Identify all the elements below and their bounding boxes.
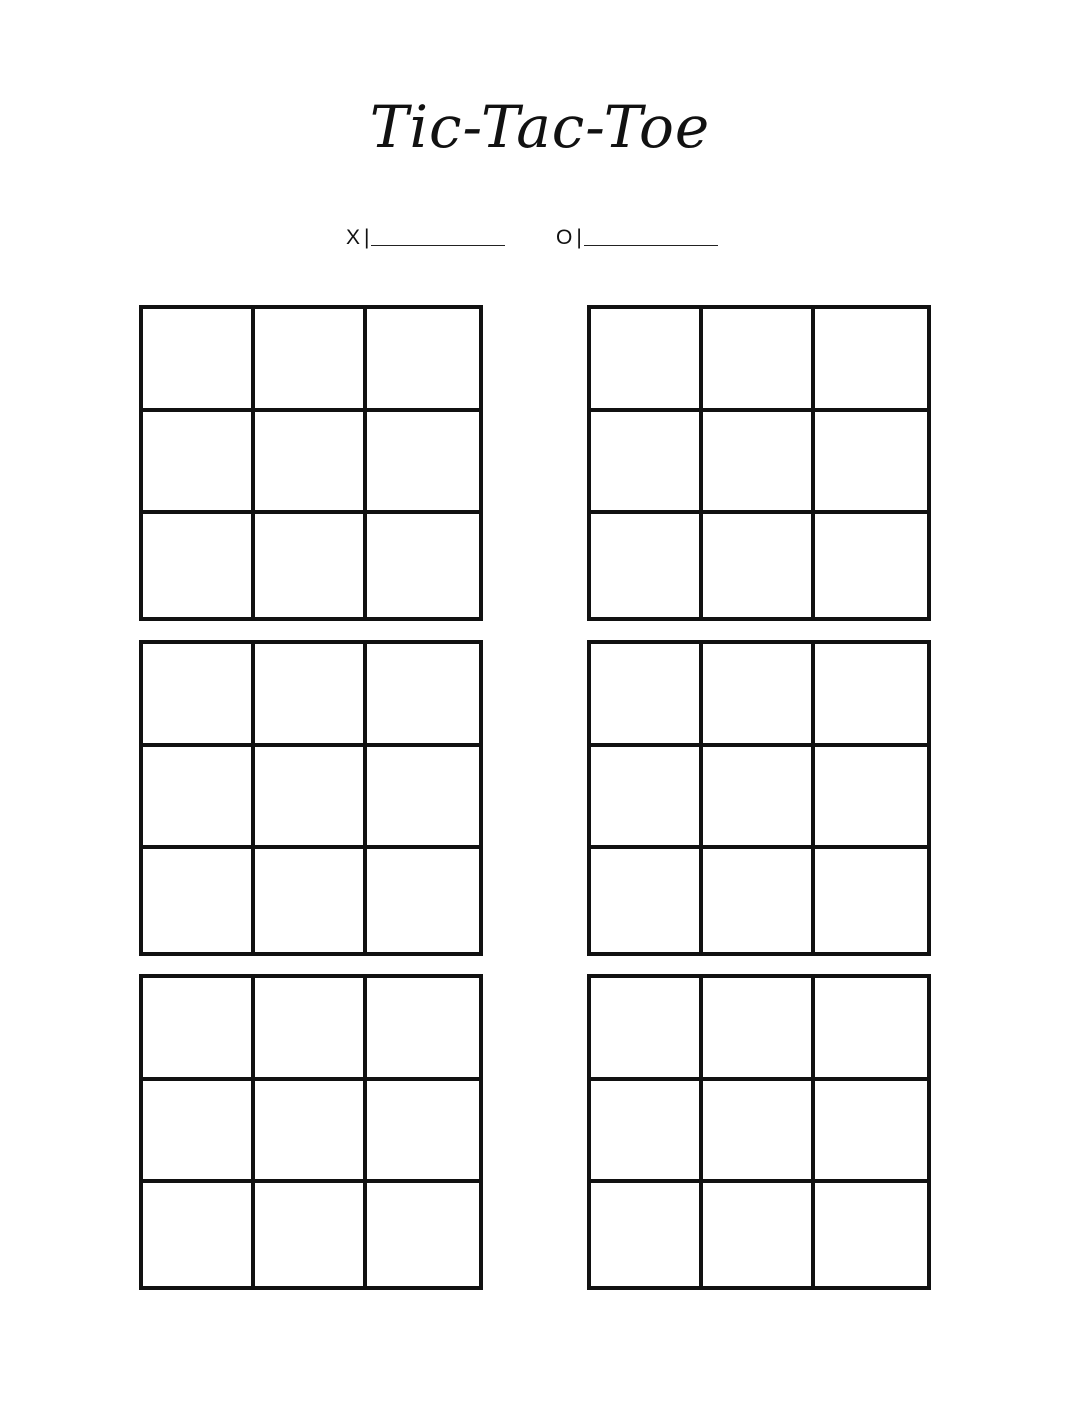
- board-5-cell-r3c1[interactable]: [143, 1183, 255, 1286]
- board-3-cell-r2c1[interactable]: [143, 747, 255, 850]
- board-6-cell-r2c3[interactable]: [815, 1081, 927, 1184]
- board-3-cell-r2c3[interactable]: [367, 747, 479, 850]
- board-2-cell-r1c2[interactable]: [703, 309, 815, 412]
- board-2-cell-r2c3[interactable]: [815, 412, 927, 515]
- tic-tac-toe-board-2: [587, 305, 931, 621]
- board-6-cell-r3c3[interactable]: [815, 1183, 927, 1286]
- board-2-cell-r3c1[interactable]: [591, 514, 703, 617]
- board-4-cell-r3c3[interactable]: [815, 849, 927, 952]
- board-2-cell-r1c3[interactable]: [815, 309, 927, 412]
- board-5-cell-r1c2[interactable]: [255, 978, 367, 1081]
- board-1-cell-r2c3[interactable]: [367, 412, 479, 515]
- board-6-cell-r1c3[interactable]: [815, 978, 927, 1081]
- board-4-cell-r3c1[interactable]: [591, 849, 703, 952]
- player-o-field[interactable]: [556, 226, 718, 250]
- tic-tac-toe-board-3: [139, 640, 483, 956]
- board-4-cell-r3c2[interactable]: [703, 849, 815, 952]
- board-5-cell-r1c1[interactable]: [143, 978, 255, 1081]
- player-o-name-line[interactable]: [584, 244, 718, 246]
- board-4-cell-r1c1[interactable]: [591, 644, 703, 747]
- board-1-cell-r3c1[interactable]: [143, 514, 255, 617]
- player-names-row: [0, 226, 1080, 260]
- board-2-cell-r3c3[interactable]: [815, 514, 927, 617]
- player-x-name-line[interactable]: [371, 244, 505, 246]
- board-3-cell-r2c2[interactable]: [255, 747, 367, 850]
- board-5-cell-r3c2[interactable]: [255, 1183, 367, 1286]
- board-6-cell-r1c2[interactable]: [703, 978, 815, 1081]
- board-1-cell-r3c3[interactable]: [367, 514, 479, 617]
- board-3-cell-r1c2[interactable]: [255, 644, 367, 747]
- board-5-cell-r1c3[interactable]: [367, 978, 479, 1081]
- tic-tac-toe-board-1: [139, 305, 483, 621]
- board-2-cell-r3c2[interactable]: [703, 514, 815, 617]
- player-x-field[interactable]: [346, 226, 505, 250]
- board-6-cell-r2c2[interactable]: [703, 1081, 815, 1184]
- board-6-cell-r3c2[interactable]: [703, 1183, 815, 1286]
- player-x-mark: X: [346, 226, 361, 249]
- board-1-cell-r2c2[interactable]: [255, 412, 367, 515]
- board-3-cell-r3c2[interactable]: [255, 849, 367, 952]
- board-2-cell-r2c2[interactable]: [703, 412, 815, 515]
- board-1-cell-r1c1[interactable]: [143, 309, 255, 412]
- board-3-cell-r1c1[interactable]: [143, 644, 255, 747]
- board-3-cell-r3c1[interactable]: [143, 849, 255, 952]
- board-4-cell-r2c2[interactable]: [703, 747, 815, 850]
- board-1-cell-r3c2[interactable]: [255, 514, 367, 617]
- board-5-cell-r2c1[interactable]: [143, 1081, 255, 1184]
- tic-tac-toe-board-4: [587, 640, 931, 956]
- tic-tac-toe-board-5: [139, 974, 483, 1290]
- board-5-cell-r2c2[interactable]: [255, 1081, 367, 1184]
- player-o-separator: |: [576, 226, 582, 249]
- board-4-cell-r2c1[interactable]: [591, 747, 703, 850]
- board-4-cell-r2c3[interactable]: [815, 747, 927, 850]
- board-1-cell-r2c1[interactable]: [143, 412, 255, 515]
- board-2-cell-r2c1[interactable]: [591, 412, 703, 515]
- board-1-cell-r1c3[interactable]: [367, 309, 479, 412]
- board-3-cell-r3c3[interactable]: [367, 849, 479, 952]
- tic-tac-toe-board-6: [587, 974, 931, 1290]
- board-5-cell-r2c3[interactable]: [367, 1081, 479, 1184]
- player-x-separator: |: [364, 226, 370, 249]
- board-4-cell-r1c3[interactable]: [815, 644, 927, 747]
- board-5-cell-r3c3[interactable]: [367, 1183, 479, 1286]
- board-6-cell-r3c1[interactable]: [591, 1183, 703, 1286]
- board-3-cell-r1c3[interactable]: [367, 644, 479, 747]
- board-4-cell-r1c2[interactable]: [703, 644, 815, 747]
- board-1-cell-r1c2[interactable]: [255, 309, 367, 412]
- board-2-cell-r1c1[interactable]: [591, 309, 703, 412]
- board-6-cell-r2c1[interactable]: [591, 1081, 703, 1184]
- page-title: Tic-Tac-Toe: [369, 93, 711, 161]
- player-o-mark: O: [556, 226, 573, 249]
- board-6-cell-r1c1[interactable]: [591, 978, 703, 1081]
